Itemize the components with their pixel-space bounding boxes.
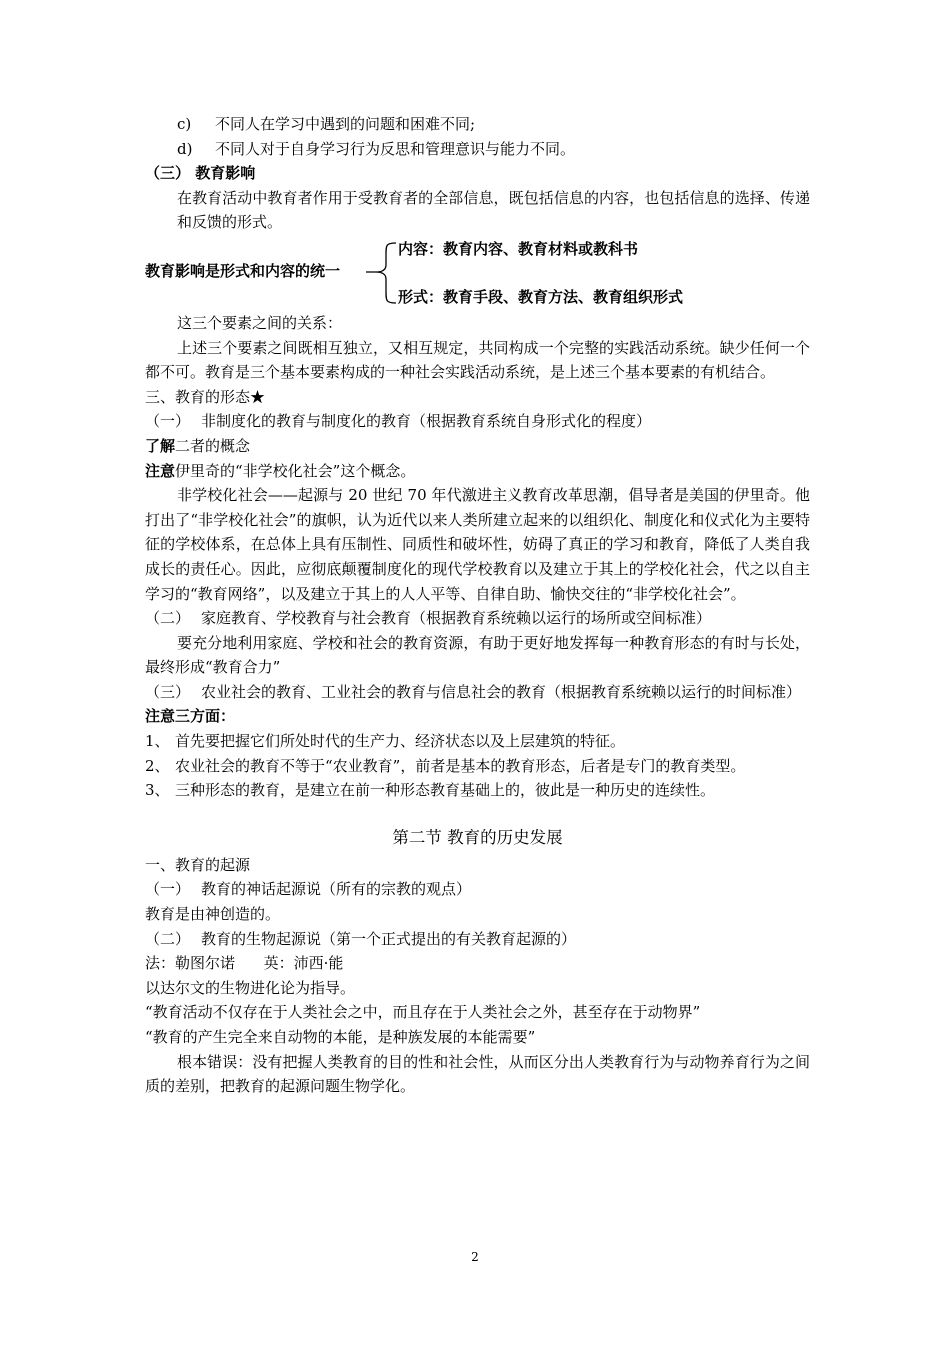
paragraph: 上述三个要素之间既相互独立，又相互规定，共同构成一个完整的实践活动系统。缺少任何一个都不可。教育是三个基本要素构成的一种社会实践活动系统，是上述三个基本要素的有机结合。 — [145, 338, 810, 382]
emphasis: 了解 — [145, 436, 176, 455]
item-text: 教育的生物起源说（第一个正式提出的有关教育起源的） — [201, 929, 577, 948]
item-text: 家庭教育、学校教育与社会教育（根据教育系统赖以运行的场所或空间标准） — [201, 609, 712, 628]
item-label: （二） — [145, 609, 191, 628]
page-number: 2 — [471, 1250, 479, 1264]
paragraph: 教育是由神创造的。 — [145, 905, 281, 924]
subsection-heading — [145, 877, 810, 902]
paragraph: 以达尔文的生物进化论为指导。 — [145, 978, 356, 997]
paragraph — [145, 459, 810, 484]
item-label: 3、 — [145, 781, 170, 800]
subsection-heading — [145, 409, 810, 434]
subsection-heading — [145, 927, 810, 952]
paragraph: 在教育活动中教育者作用于受教育者的全部信息，既包括信息的内容，也包括信息的选择、传递和反馈的形式。 — [177, 188, 810, 232]
item-text: 首先要把握它们所处时代的生产力、经济状态以及上层建筑的特征。 — [175, 732, 626, 751]
item-text: 非制度化的教育与制度化的教育（根据教育系统自身形式化的程度） — [201, 412, 652, 431]
item-text: 三种形态的教育，是建立在前一种形态教育基础上的，彼此是一种历史的连续性。 — [175, 781, 716, 800]
item-label: 2、 — [145, 756, 170, 775]
paragraph: 非学校化社会——起源与 20 世纪 70 年代激进主义教育改革思潮，倡导者是美国的伊里奇。他打出了“非学校化社会”的旗帜，认为近代以来人类所建立起来的以组织化、制度化和仪式化为主要特征的学校体系，在总体上具有压制性、同质性和破坏性，妨碍了真正的学习和教育，降低了人类自我成长的责任心。因此，应彻底颠覆制度化的现代学校教育以及建立于其上的学校化社会，代之以自主学习的“教育网络”，以及建立于其上的人人平等、自律自助、愉快交往的“非学校化社会”。 — [145, 486, 810, 603]
brace-bottom-label: 形式：教育手段、教育方法、教育组织形式 — [398, 287, 684, 306]
list-item — [145, 112, 810, 137]
item-text: 农业社会的教育不等于“农业教育”，前者是基本的教育形态，后者是专门的教育类型。 — [175, 756, 746, 775]
item-label: （一） — [145, 412, 191, 431]
text: 伊里奇的“非学校化社会”这个概念。 — [175, 461, 416, 480]
item-text: 教育的神话起源说（所有的宗教的观点） — [201, 880, 472, 899]
item-text: 农业社会的教育、工业社会的教育与信息社会的教育（根据教育系统赖以运行的时间标准） — [201, 682, 802, 701]
quote: “教育活动不仅存在于人类社会之中，而且存在于人类社会之外，甚至存在于动物界” — [145, 1003, 701, 1022]
list-item — [145, 729, 810, 754]
paragraph: 这三个要素之间的关系： — [177, 313, 343, 332]
item-label: d) — [177, 139, 193, 158]
curly-brace-icon — [362, 237, 398, 309]
item-label: c) — [177, 115, 192, 133]
brace-diagram — [145, 237, 810, 309]
brace-left-label: 教育影响是形式和内容的统一 — [145, 261, 341, 280]
section-heading: 三、教育的形态★ — [145, 387, 266, 406]
quote: “教育的产生完全来自动物的本能，是种族发展的本能需要” — [145, 1028, 536, 1046]
emphasis: 注意 — [145, 461, 176, 480]
item-label: （三） — [145, 682, 191, 701]
section-heading: （三） 教育影响 — [145, 164, 256, 183]
paragraph: 法：勒图尔诺 英：沛西·能 — [145, 954, 344, 973]
note-heading: 注意三方面： — [145, 707, 236, 726]
item-text: 不同人对于自身学习行为反思和管理意识与能力不同。 — [215, 139, 576, 158]
brace-top-label: 内容：教育内容、教育材料或教科书 — [398, 239, 639, 258]
document-page — [145, 112, 810, 1099]
section-heading: 一、教育的起源 — [145, 855, 251, 874]
paragraph — [145, 434, 810, 459]
list-item — [145, 754, 810, 779]
item-label: 1、 — [145, 732, 170, 751]
item-label: （一） — [145, 880, 191, 899]
subsection-heading — [145, 606, 810, 631]
subsection-heading — [145, 680, 810, 705]
item-text: 不同人在学习中遇到的问题和困难不同; — [215, 115, 476, 133]
list-item — [145, 778, 810, 803]
text: 二者的概念 — [175, 436, 251, 455]
paragraph: 根本错误：没有把握人类教育的目的性和社会性，从而区分出人类教育行为与动物养育行为之间质的差别，把教育的起源问题生物学化。 — [145, 1052, 810, 1096]
section-title: 第二节 教育的历史发展 — [392, 827, 563, 847]
paragraph: 要充分地利用家庭、学校和社会的教育资源，有助于更好地发挥每一种教育形态的有时与长处，最终形成“教育合力” — [145, 633, 810, 677]
list-item — [145, 137, 810, 162]
item-label: （二） — [145, 929, 191, 948]
